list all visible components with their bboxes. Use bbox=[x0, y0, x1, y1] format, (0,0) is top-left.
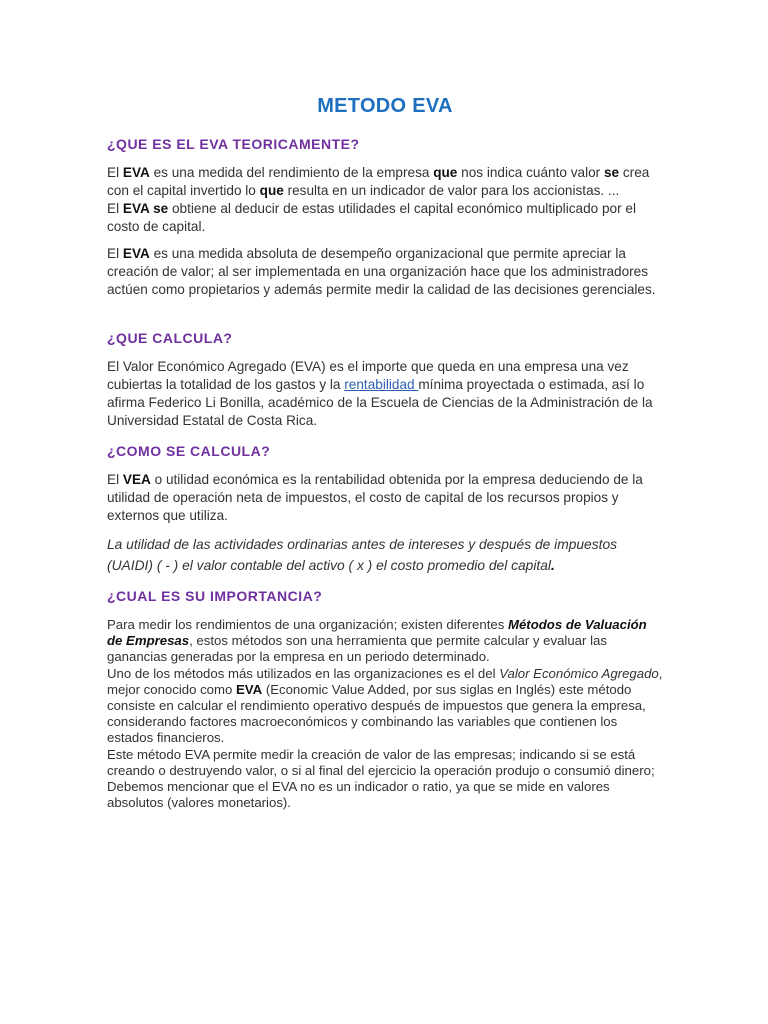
text-run: El Valor Económico Agregado (EVA) es el importe que queda en una empresa una vez cubiertas la totalidad de los gastos y la bbox=[107, 359, 629, 392]
italic-run: Valor Económico Agregado bbox=[499, 665, 659, 681]
text-run: Para medir los rendimientos de una organización; existen diferentes bbox=[107, 617, 508, 632]
text-run: , estos métodos son una herramienta que permite calcular y evaluar las ganancias generadas por la empresa en un periodo determinado. bbox=[107, 633, 607, 665]
bold-italic-run: Métodos de Valuación de Empresas bbox=[107, 617, 647, 649]
bold-run: EVA se bbox=[122, 201, 169, 216]
bold-run: EVA bbox=[122, 165, 150, 180]
heading-que-es-eva: ¿QUE ES EL EVA TEORICAMENTE? bbox=[107, 136, 360, 152]
text-run: obtiene al deducir de estas utilidades el capital económico multiplicado por el costo de capital. bbox=[107, 201, 636, 234]
paragraph-formula bbox=[107, 534, 663, 576]
text-run: crea con el capital invertido lo bbox=[107, 165, 650, 198]
bold-run: . bbox=[550, 558, 555, 573]
paragraph-vea bbox=[107, 471, 663, 525]
heading-como-se-calcula: ¿COMO SE CALCULA? bbox=[107, 443, 271, 459]
text-run: El bbox=[107, 472, 123, 487]
paragraph-eva-absolute bbox=[107, 245, 663, 299]
paragraph-metodos-valuacion bbox=[107, 617, 663, 811]
text-run: es una medida del rendimiento de la empresa bbox=[149, 165, 434, 180]
bold-run: que bbox=[259, 183, 284, 198]
bold-run: EVA bbox=[236, 681, 263, 697]
bold-run: VEA bbox=[122, 472, 151, 487]
text-run: es una medida absoluta de desempeño organizacional que permite apreciar la creación de valor; al ser implementada en una organización hace que los administradores actúen como propietarios y además permite medir la calidad de las decisiones gerenciales. bbox=[107, 246, 656, 297]
heading-que-calcula: ¿QUE CALCULA? bbox=[107, 330, 233, 346]
bold-run: EVA bbox=[122, 246, 150, 261]
paragraph-eva-definition bbox=[107, 164, 663, 236]
text-run: , mejor conocido como bbox=[107, 665, 663, 697]
text-run: o utilidad económica es la rentabilidad obtenida por la empresa deduciendo de la utilidad de operación neta de impuestos, el costo de capital de los recursos propios y externos que utiliza. bbox=[107, 472, 643, 523]
paragraph-que-calcula bbox=[107, 358, 663, 430]
text-run: El bbox=[107, 165, 123, 180]
text-run: nos indica cuánto valor bbox=[457, 165, 604, 180]
text-run: mínima proyectada o estimada, así lo afirma Federico Li Bonilla, académico de la Escuela de Ciencias de la Administración de la Universidad Estatal de Costa Rica. bbox=[107, 377, 653, 428]
heading-importancia: ¿CUAL ES SU IMPORTANCIA? bbox=[107, 588, 323, 604]
text-run: resulta en un indicador de valor para los accionistas. ... bbox=[283, 183, 620, 198]
text-run: (Economic Value Added, por sus siglas en Inglés) este método consiste en calcular el rendimiento operativo después de impuestos que genera la empresa, considerando factores macroeconómicos y combinando las variables que contienen los estados financieros. bbox=[107, 681, 646, 746]
text-run: La utilidad de las actividades ordinarias antes de intereses y después de impuestos (UAIDI) ( - ) el valor contable del activo ( x ) el costo promedio del capital bbox=[107, 537, 618, 573]
bold-run: que bbox=[433, 165, 458, 180]
rentabilidad-link[interactable]: rentabilidad bbox=[344, 377, 419, 392]
bold-run: se bbox=[603, 165, 620, 180]
text-run: El bbox=[107, 201, 123, 216]
text-run: Este método EVA permite medir la creación de valor de las empresas; indicando si se está creando o destruyendo valor, o si al final del ejercicio la operación produjo o consumió dinero; Debemos mencionar que el EVA no es un indicador o ratio, ya que se mide en valores absolutos (valores monetarios). bbox=[107, 746, 655, 811]
text-run: Uno de los métodos más utilizados en las organizaciones es el del bbox=[107, 665, 500, 681]
page-title: METODO EVA bbox=[317, 95, 453, 117]
text-run: El bbox=[107, 246, 123, 261]
